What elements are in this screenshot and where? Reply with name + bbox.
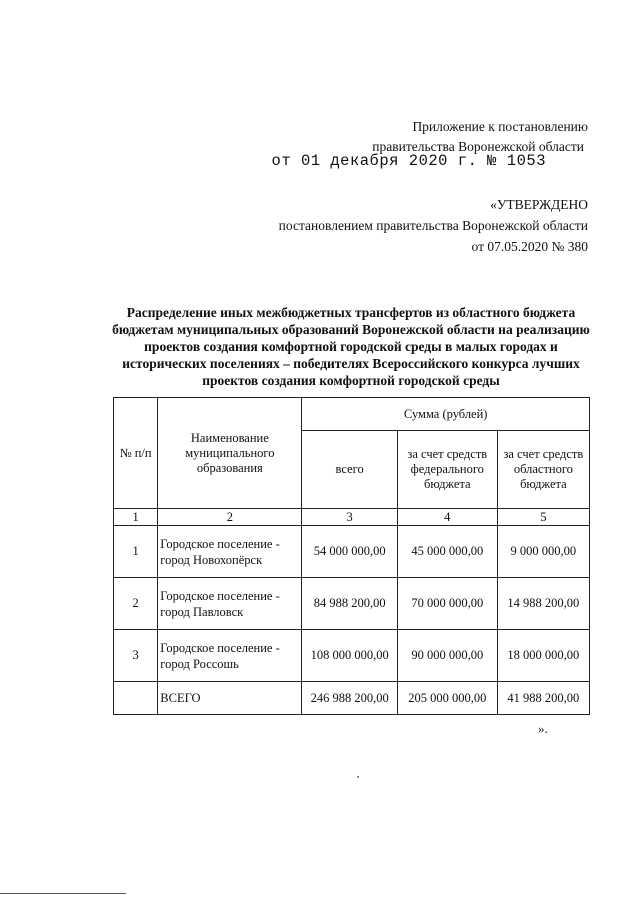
table-row <box>114 526 590 578</box>
totals-row <box>114 682 590 715</box>
document-title: Распределение иных межбюджетных трансфертов из областного бюджета бюджетам муниципальных образований Воронежской области на реализацию проектов создания комфортной городской среды в малых городах и исторических поселениях – победителях Всероссийского конкурса лучших проектов создания комфортной городской среды <box>112 305 590 388</box>
table-row <box>114 578 590 630</box>
index-cell: 4 <box>397 509 497 526</box>
approved-label: «УТВЕРЖДЕНО <box>490 197 588 212</box>
row-num: 1 <box>114 526 158 578</box>
row-regional: 9 000 000,00 <box>497 526 589 578</box>
row-regional: 14 988 200,00 <box>497 578 589 630</box>
header-federal: за счет средств федерального бюджета <box>397 431 497 509</box>
row-total: 108 000 000,00 <box>302 630 397 682</box>
header-line-1: Приложение к постановлению <box>412 119 588 134</box>
row-num: 2 <box>114 578 158 630</box>
index-cell: 1 <box>114 509 158 526</box>
row-federal: 70 000 000,00 <box>397 578 497 630</box>
scan-speck <box>357 776 359 778</box>
totals-regional: 41 988 200,00 <box>497 682 589 715</box>
table-row <box>114 630 590 682</box>
header-decree-stamp: от 01 декабря 2020 г. № 1053 <box>271 152 546 170</box>
header-line-2: правительства Воронежской области <box>372 139 584 154</box>
budget-table <box>113 397 590 715</box>
row-federal: 45 000 000,00 <box>397 526 497 578</box>
closing-quote: ». <box>538 721 548 736</box>
totals-federal: 205 000 000,00 <box>397 682 497 715</box>
header-num: № п/п <box>114 398 158 509</box>
row-regional: 18 000 000,00 <box>497 630 589 682</box>
approved-date: от 07.05.2020 № 380 <box>471 239 588 254</box>
index-cell: 2 <box>158 509 302 526</box>
totals-label: ВСЕГО <box>158 682 302 715</box>
row-total: 54 000 000,00 <box>302 526 397 578</box>
row-name: Городское поселение - город Россошь <box>158 630 302 682</box>
header-name: Наименование муниципального образования <box>158 398 302 509</box>
index-cell: 3 <box>302 509 397 526</box>
approved-by: постановлением правительства Воронежской области <box>278 218 588 233</box>
index-cell: 5 <box>497 509 589 526</box>
header-total: всего <box>302 431 397 509</box>
header-regional: за счет средств областного бюджета <box>497 431 589 509</box>
row-name: Городское поселение - город Новохопёрск <box>158 526 302 578</box>
footnote-rule <box>0 893 126 894</box>
row-name: Городское поселение - город Павловск <box>158 578 302 630</box>
totals-total: 246 988 200,00 <box>302 682 397 715</box>
table-header-row <box>114 398 590 431</box>
row-total: 84 988 200,00 <box>302 578 397 630</box>
row-num: 3 <box>114 630 158 682</box>
row-federal: 90 000 000,00 <box>397 630 497 682</box>
table-index-row <box>114 509 590 526</box>
header-sum: Сумма (рублей) <box>302 398 590 431</box>
totals-empty-cell <box>114 682 158 715</box>
